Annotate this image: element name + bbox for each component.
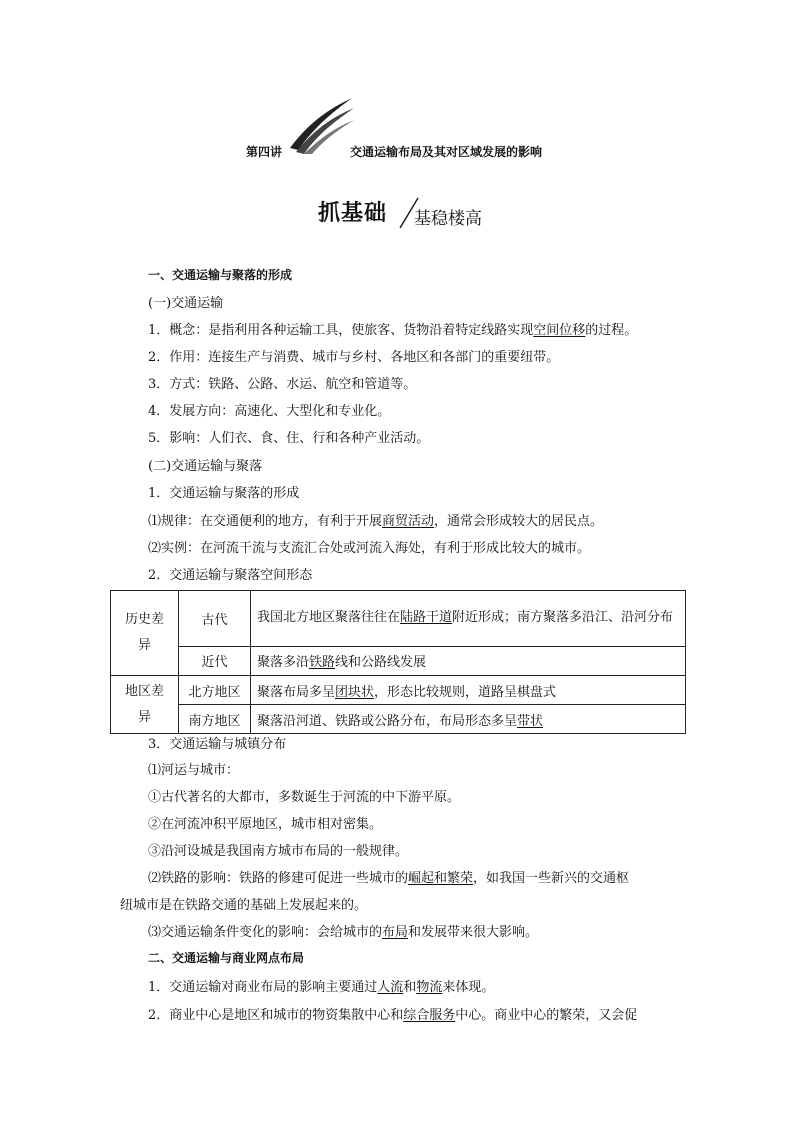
text: 1．交通运输对商业布局的影响主要通过: [148, 980, 378, 995]
underlined-term: 布局: [382, 925, 409, 940]
text: 的过程。: [585, 323, 638, 338]
table-cell: [251, 676, 686, 705]
paragraph: 5．影响：人们衣、食、住、行和各种产业活动。: [148, 431, 430, 446]
table-cell: 南方地区: [179, 705, 251, 734]
table-cell: 古代: [179, 591, 251, 647]
paragraph: ⑴河运与城市：: [148, 763, 240, 778]
underlined-term: 物流: [416, 980, 443, 995]
text: ⑴规律：在交通便利的地方，有利于开展: [148, 514, 383, 529]
paragraph: [148, 510, 603, 529]
paragraph: 1．交通运输与聚落的形成: [148, 486, 300, 501]
text: ，如我国一些新兴的交通枢: [473, 871, 630, 886]
text: 线和公路线发展: [335, 655, 427, 671]
table-cell: [111, 676, 179, 734]
text: 附近形成；南方聚落多沿江、沿河分布: [452, 610, 674, 626]
table-cell: [251, 591, 686, 647]
underlined-term: 人流: [377, 980, 404, 995]
paragraph: ③沿河设城是我国南方城市布局的一般规律。: [148, 844, 409, 859]
underlined-term: 陆路干道: [400, 610, 453, 626]
text: 和: [403, 980, 417, 995]
underlined-term: 团块状: [335, 684, 375, 700]
banner-main: 抓基础: [318, 201, 388, 226]
section-banner: [318, 196, 518, 236]
table-cell: [251, 646, 686, 675]
text: 聚落沿河道、铁路或公路分布，布局形态多呈: [257, 713, 518, 729]
table-row: [111, 591, 686, 647]
banner-sub: 基稳楼高: [414, 209, 482, 229]
paragraph: 纽城市是在铁路交通的基础上发展起来的。: [120, 898, 368, 913]
table-cell: [251, 705, 686, 734]
row-header: 历史差异: [124, 612, 164, 653]
section-heading: 二、交通运输与商业网点布局: [148, 951, 305, 965]
paragraph: [148, 867, 629, 886]
paragraph: 2．作用：连接生产与消费、城市与乡村、各地区和各部门的重要纽带。: [148, 350, 560, 365]
underlined-term: 商贸活动: [382, 514, 435, 529]
text: 中心。商业中心的繁荣，又会促: [455, 1008, 638, 1023]
table-cell: 近代: [179, 646, 251, 675]
table-row: [111, 646, 686, 675]
table-row: [111, 705, 686, 734]
subsection-heading: (一)交通运输: [148, 296, 224, 311]
paragraph: [148, 976, 494, 995]
underlined-term: 空间位移: [533, 323, 586, 338]
underlined-term: 铁路: [309, 655, 336, 671]
subsection-heading: (二)交通运输与聚落: [148, 459, 263, 474]
underlined-term: 崛起和繁荣: [408, 871, 474, 886]
paragraph: [148, 319, 637, 338]
text: 聚落多沿: [257, 655, 310, 671]
paragraph: [148, 1004, 637, 1023]
paragraph: 3．交通运输与城镇分布: [148, 737, 287, 752]
lecture-title: 交通运输布局及其对区域发展的影响: [350, 145, 543, 159]
paragraph: ①古代著名的大都市，多数诞生于河流的中下游平原。: [148, 790, 461, 805]
chapter-title: [246, 143, 606, 161]
table-cell: 北方地区: [179, 676, 251, 705]
text: 聚落布局多呈: [257, 684, 336, 700]
paragraph: 3．方式：铁路、公路、水运、航空和管道等。: [148, 377, 417, 392]
text: ，通常会形成较大的居民点。: [434, 514, 604, 529]
paragraph: ⑵实例：在河流干流与支流汇合处或河流入海处，有利于形成比较大的城市。: [148, 541, 591, 556]
text: 2．商业中心是地区和城市的物资集散中心和: [148, 1008, 404, 1023]
section-heading: 一、交通运输与聚落的形成: [148, 268, 293, 282]
row-header: 地区差异: [124, 683, 164, 725]
text: ，形态比较规则，道路呈棋盘式: [374, 684, 557, 700]
text: ⑵铁路的影响：铁路的修建可促进一些城市的: [148, 871, 409, 886]
paragraph: 4．发展方向：高速化、大型化和专业化。: [148, 404, 391, 419]
settlement-table: [110, 590, 686, 734]
lecture-number: 第四讲: [246, 145, 283, 159]
table-cell: [111, 591, 179, 676]
paragraph: ②在河流冲积平原地区，城市相对密集。: [148, 817, 383, 832]
text: 来体现。: [442, 980, 495, 995]
text: ⑶交通运输条件变化的影响：会给城市的: [148, 925, 383, 940]
paragraph: [148, 921, 538, 940]
underlined-term: 带状: [517, 713, 544, 729]
underlined-term: 综合服务: [403, 1008, 456, 1023]
table-row: [111, 676, 686, 705]
text: 我国北方地区聚落往往在: [257, 610, 401, 626]
text: 和发展带来很大影响。: [408, 925, 539, 940]
paragraph: 2．交通运输与聚落空间形态: [148, 568, 313, 583]
text: 1．概念：是指利用各种运输工具，使旅客、货物沿着特定线路实现: [148, 323, 534, 338]
